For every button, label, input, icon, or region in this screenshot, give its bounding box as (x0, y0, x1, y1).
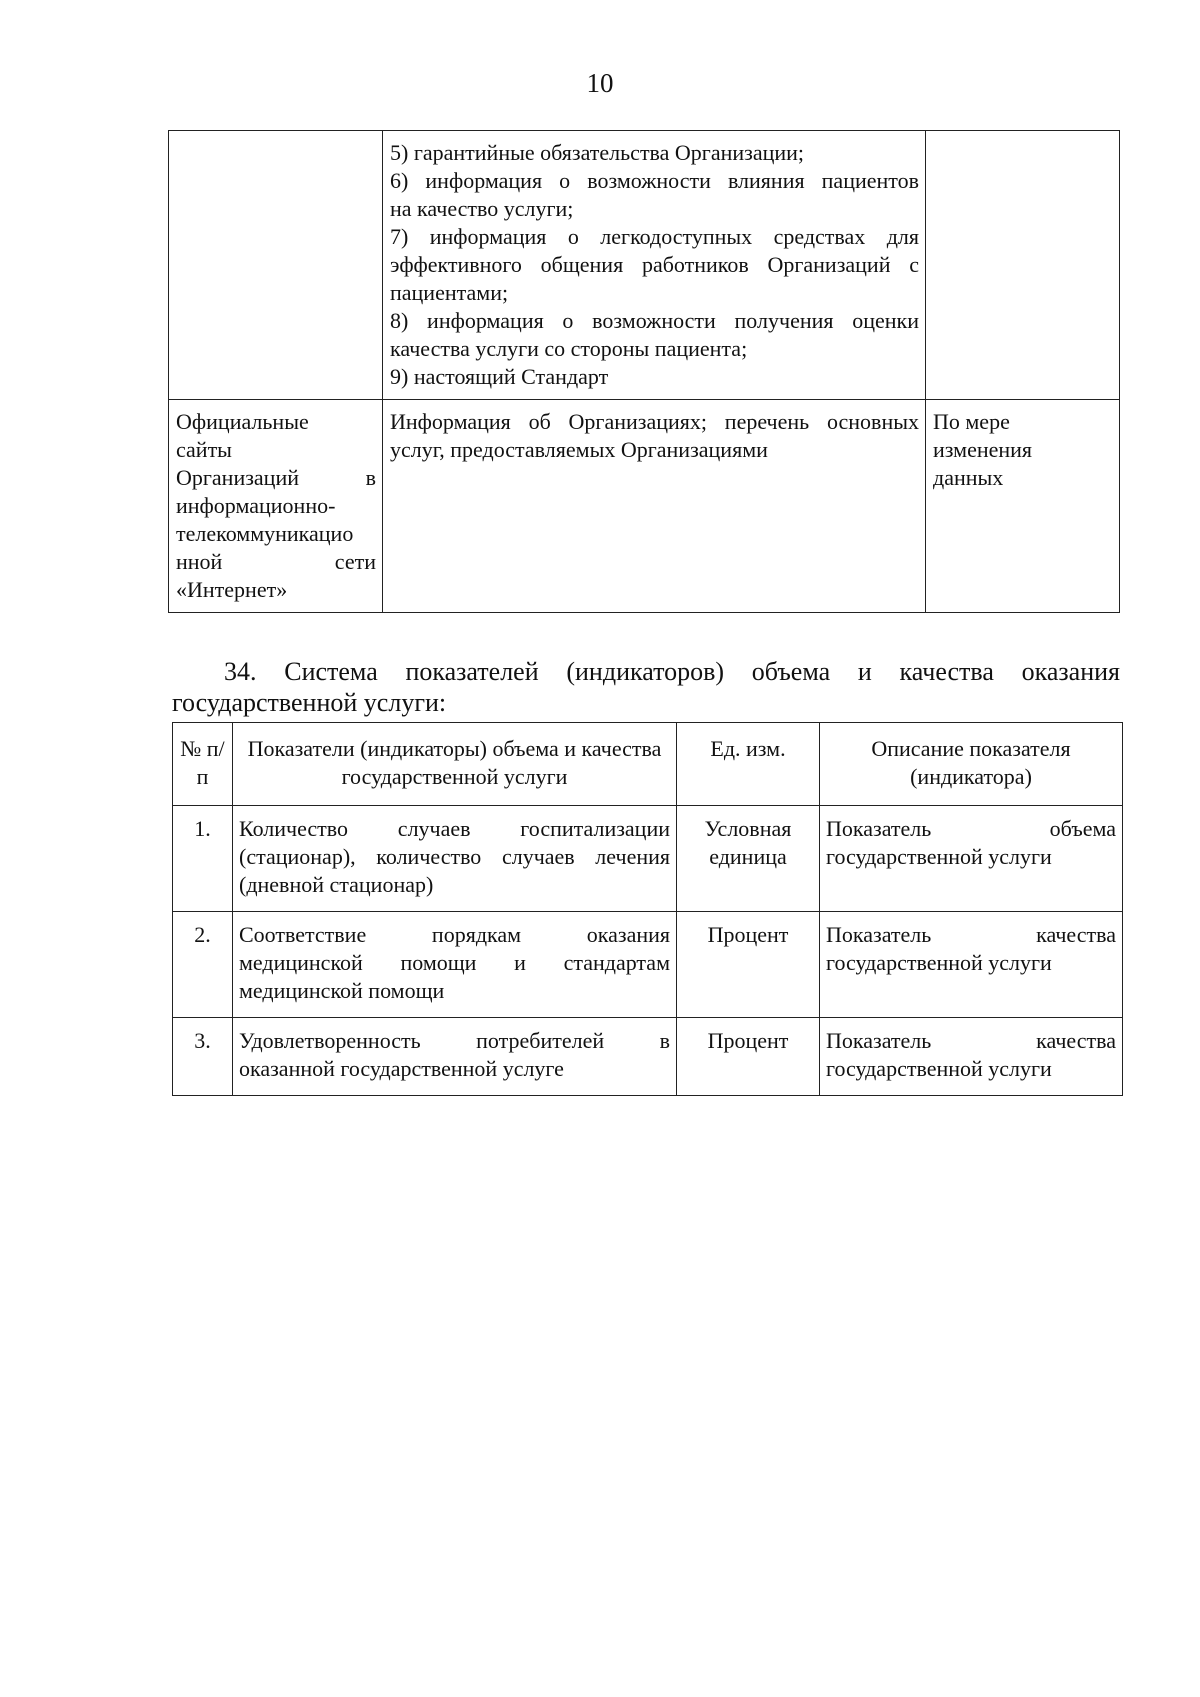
table-cell-content (383, 131, 926, 400)
unit-cell: Условная единица (677, 806, 820, 912)
section-heading: 34. Система показателей (индикаторов) объема и качества оказания государственной услуги: (172, 657, 1120, 717)
table-row (173, 1018, 1123, 1096)
table-cell-source (169, 131, 383, 400)
list-item: качества услуги со стороны пациента; (390, 336, 748, 361)
table-row (173, 806, 1123, 912)
table-cell-content: Информация об Организациях; перечень основных услуг, предоставляемых Организациями (383, 400, 926, 613)
indicator-cell: Удовлетворенность потребителей в оказанной государственной услуге (233, 1018, 677, 1096)
cell-line: изменения (933, 437, 1033, 462)
indicator-cell: Соответствие порядкам оказания медицинской помощи и стандартам медицинской помощи (233, 912, 677, 1018)
column-header-indicator: Показатели (индикаторы) объема и качества государственной услуги (233, 723, 677, 806)
table-row (169, 400, 1120, 613)
row-number: 1. (173, 806, 233, 912)
cell-line: Организаций в (176, 465, 376, 490)
description-cell: Показатель объема государственной услуги (820, 806, 1123, 912)
table-cell-frequency (926, 131, 1120, 400)
information-table (168, 130, 1120, 613)
column-header-description: Описание показателя (индикатора) (820, 723, 1123, 806)
list-item: 9) настоящий Стандарт (390, 364, 609, 389)
cell-line: «Интернет» (176, 577, 288, 602)
description-cell: Показатель качества государственной услуги (820, 912, 1123, 1018)
list-item: пациентами; (390, 280, 509, 305)
page-number: 10 (586, 68, 614, 98)
list-item: 5) гарантийные обязательства Организации; (390, 140, 805, 165)
cell-line: сайты (176, 437, 232, 462)
table-row (173, 912, 1123, 1018)
column-header-num: № п/п (173, 723, 233, 806)
cell-line: данных (933, 465, 1004, 490)
row-number: 3. (173, 1018, 233, 1096)
cell-line: телекоммуникацио (176, 521, 354, 546)
description-cell: Показатель качества государственной услуги (820, 1018, 1123, 1096)
table-cell-frequency (926, 400, 1120, 613)
unit-cell: Процент (677, 912, 820, 1018)
list-item: эффективного общения работников Организаций с (390, 252, 919, 277)
table-cell-source (169, 400, 383, 613)
list-item: на качество услуги; (390, 196, 574, 221)
cell-line: нной сети (176, 549, 376, 574)
indicator-cell: Количество случаев госпитализации (стационар), количество случаев лечения (дневной стационар) (233, 806, 677, 912)
list-item: 8) информация о возможности получения оценки (390, 308, 919, 333)
cell-line: информационно- (176, 493, 336, 518)
list-item: 6) информация о возможности влияния пациентов (390, 168, 919, 193)
unit-cell: Процент (677, 1018, 820, 1096)
table-header-row (173, 723, 1123, 806)
row-number: 2. (173, 912, 233, 1018)
column-header-unit: Ед. изм. (677, 723, 820, 806)
cell-line: По мере (933, 409, 1010, 434)
table-row (169, 131, 1120, 400)
list-item: 7) информация о легкодоступных средствах для (390, 224, 919, 249)
indicators-table (172, 722, 1123, 1096)
cell-line: Официальные (176, 409, 309, 434)
